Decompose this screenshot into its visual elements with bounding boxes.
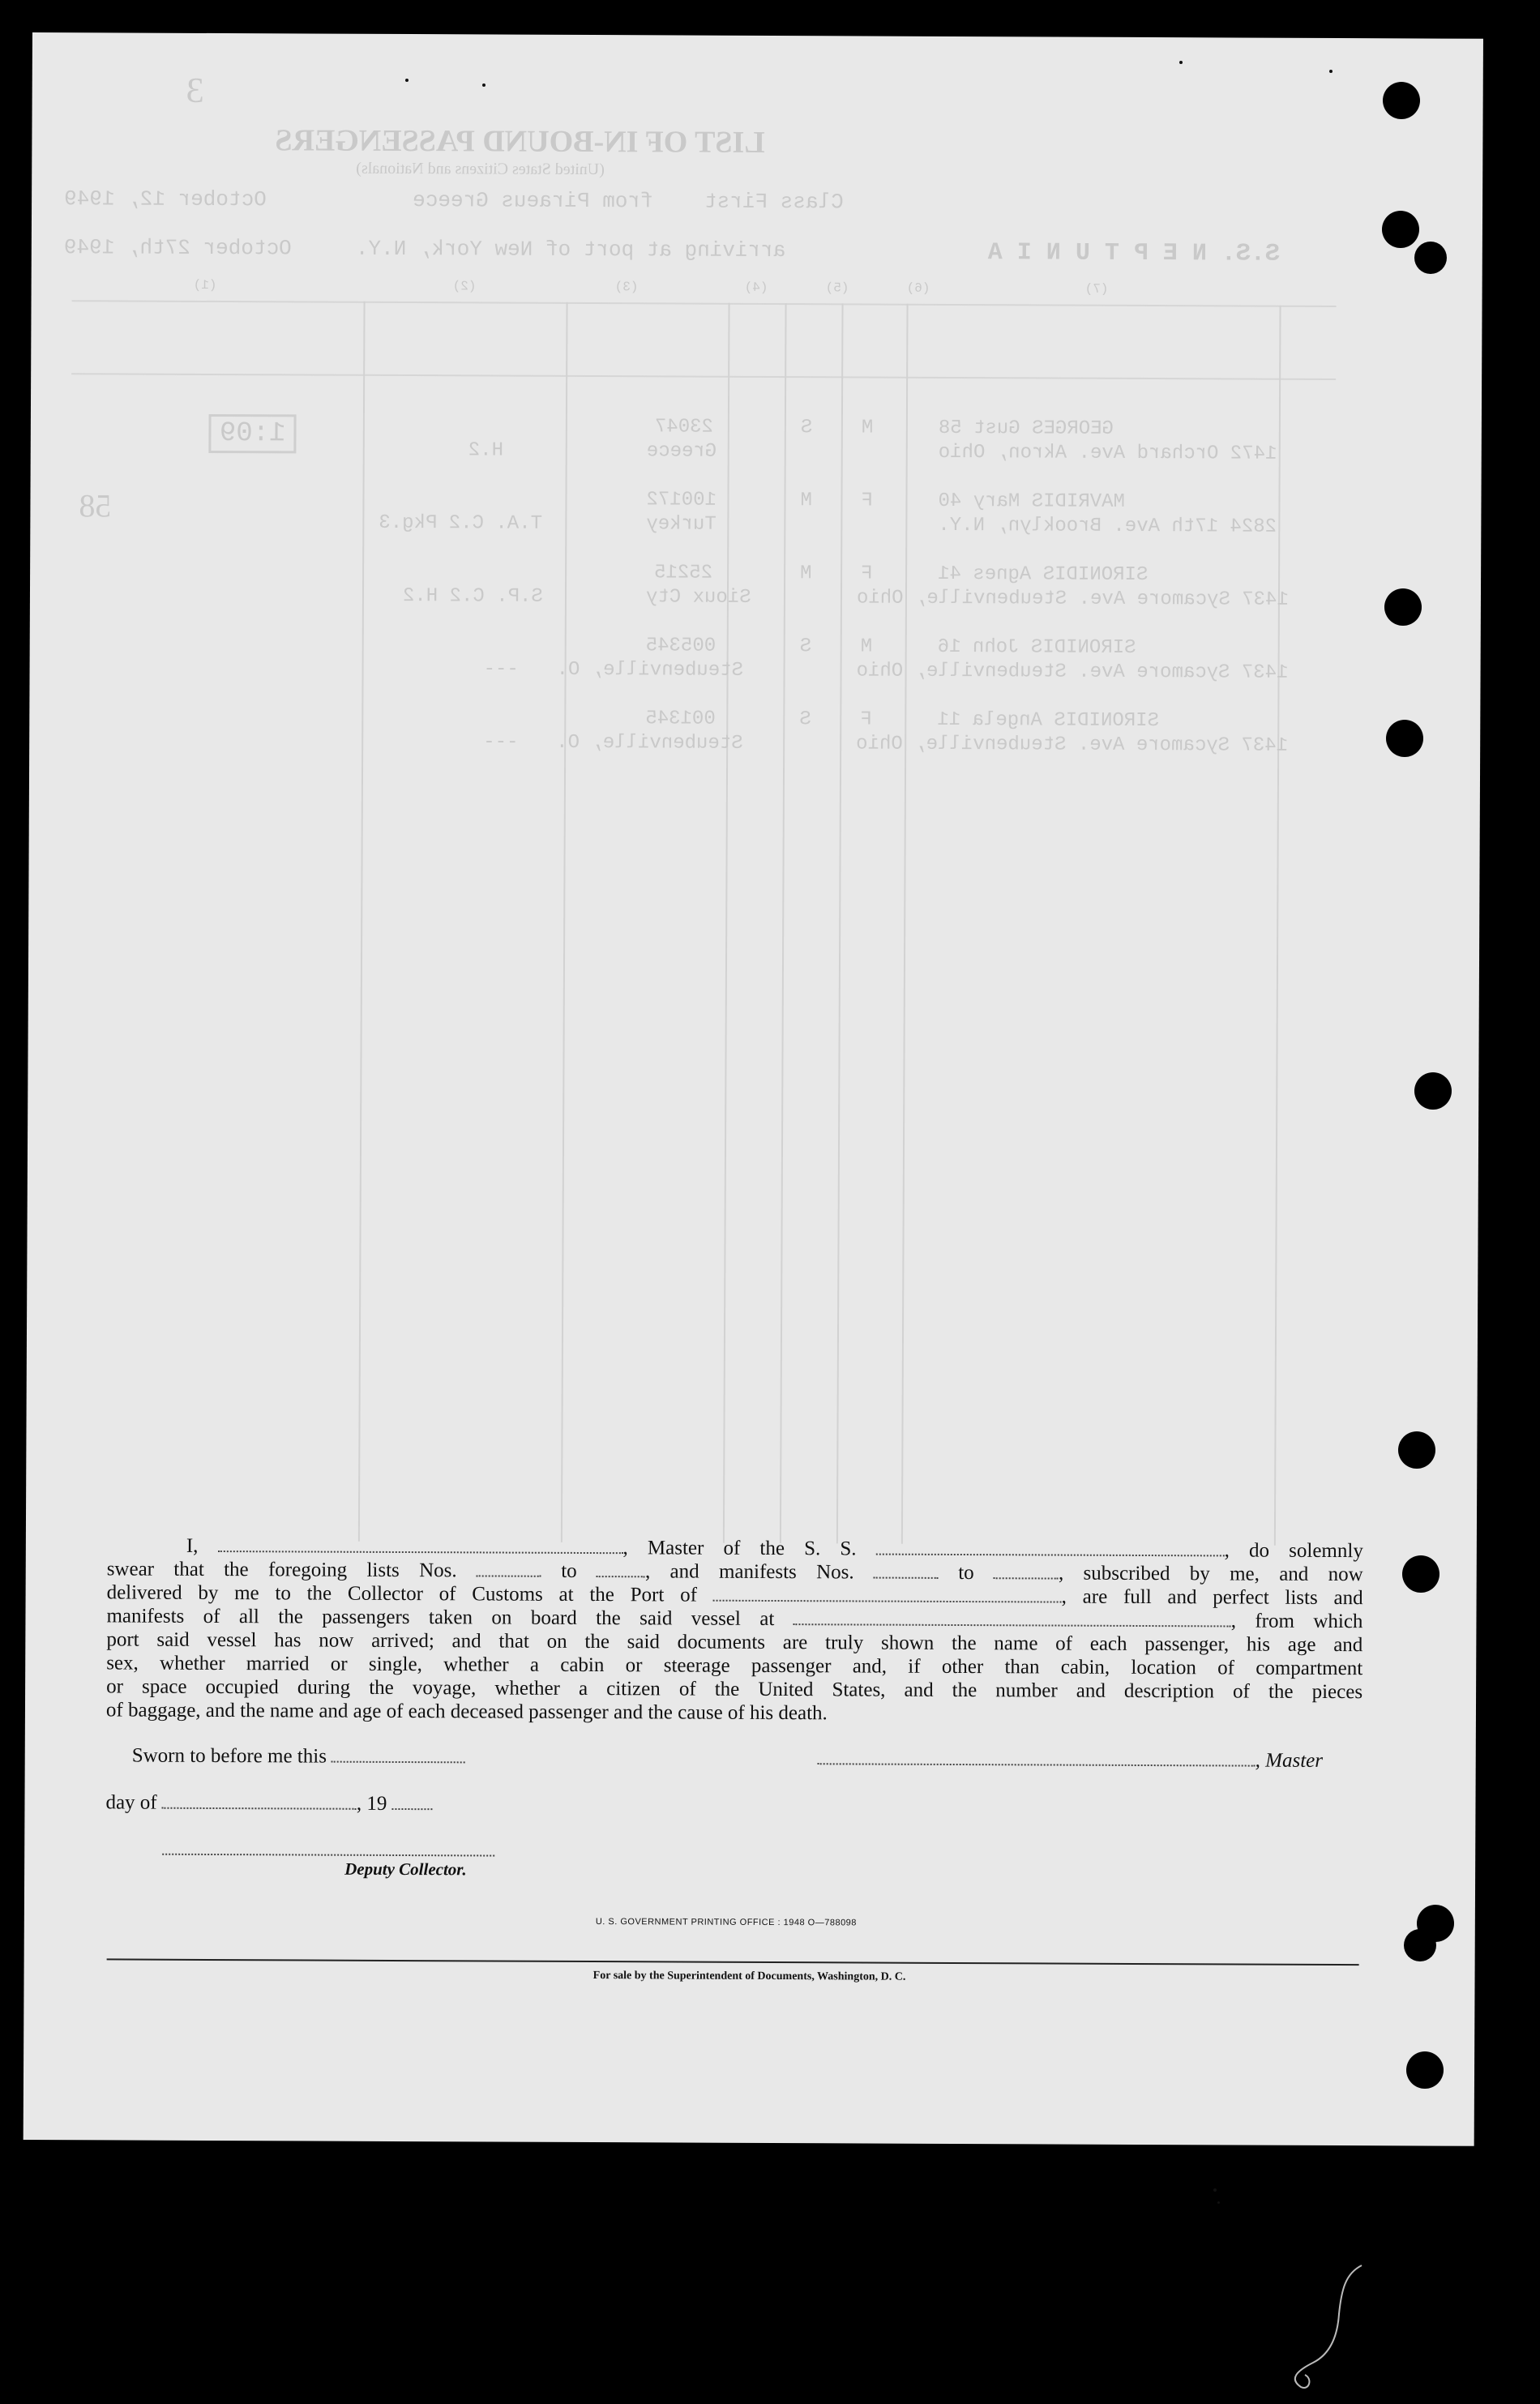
bleed-col-1: (1): [193, 277, 217, 293]
form-page: [24, 32, 1483, 2146]
bleed-row-5: SIRONIDIS Angela 11 1437 Sycamore Ave. Steubenville, Ohio F S 001345 Steubenville, O. ---: [483, 708, 1289, 757]
scratch-mark: [1264, 2257, 1386, 2395]
bleed-arrival: arriving at port of New York, N.Y.: [355, 236, 786, 263]
bleed-class: Class First: [704, 189, 844, 215]
punch-hole: [1402, 1555, 1439, 1593]
bleed-stamp: 1:09: [209, 414, 297, 453]
punch-hole: [1398, 1431, 1435, 1469]
punch-hole: [1383, 82, 1420, 119]
punch-hole: [1386, 720, 1423, 757]
oath-line-4: manifests of all the passengers taken on board the said vessel at , from which: [106, 1605, 1363, 1633]
bleed-form-subtitle: (United States Citizens and Nationals): [356, 159, 605, 179]
bleed-row-3: SIRONIDIS Agnes 41 1437 Sycamore Ave. Steubenville, Ohio F M 25215 Sioux Cty S.P. C.2 H.2: [402, 562, 1289, 611]
bleed-margin-number: 58: [79, 487, 112, 524]
printing-office-imprint: U. S. GOVERNMENT PRINTING OFFICE : 1948 O—788098: [595, 1917, 857, 1928]
oath-line-1: I, , Master of the S. S. , do solemnly: [186, 1534, 1363, 1563]
day-of-line: day of , 19: [105, 1791, 432, 1816]
bleed-row-1: GEORGES Gust 58 1472 Orchard Ave. Akron, Ohio M S 23047 Greece H.2: [468, 416, 1277, 465]
sworn-line: Sworn to before me this: [132, 1745, 466, 1769]
deputy-collector-label: Deputy Collector.: [344, 1859, 467, 1880]
oath-paragraph: [106, 1534, 1363, 1727]
oath-line-6: sex, whether married or single, whether a cabin or steerage passenger and, if other than cabin, location of compartment: [106, 1652, 1363, 1680]
bleed-col-6: (6): [906, 280, 930, 296]
footer-rule: [107, 1958, 1359, 1966]
bleed-form-title: LIST OF IN-BOUND PASSENGERS: [275, 123, 765, 160]
master-signature-line: , Master: [818, 1747, 1323, 1773]
bleed-col-2: (2): [452, 279, 477, 294]
punch-hole: [1382, 211, 1419, 248]
bleed-arrival-date: October 27th, 1949: [63, 235, 292, 261]
bleed-row-2: MAVRIDIS Mary 40 2824 17th Ave. Brooklyn, N.Y. F M 100172 Turkey T.A. C.2 Pkg.3: [379, 489, 1277, 538]
punch-hole: [1414, 242, 1447, 274]
bleed-date-sailed: October 12, 1949: [64, 186, 267, 212]
bleed-from-port: from Piraeus Greece: [413, 188, 653, 214]
bleed-col-4: (4): [744, 280, 768, 295]
deputy-collector-rule: [162, 1854, 494, 1857]
bleed-page-mark: 3: [186, 70, 204, 110]
bleed-row-4: SIRONIDIS John 16 1437 Sycamore Ave. Steubenville, Ohio M S 005345 Steubenville, O. ---: [483, 635, 1289, 684]
oath-line-3: delivered by me to the Collector of Customs at the Port of , are full and perfect lists and: [106, 1581, 1363, 1610]
footer-imprint: For sale by the Superintendent of Documents, Washington, D. C.: [592, 1970, 906, 1983]
bleed-col-7: (7): [1084, 281, 1109, 297]
oath-line-7: or space occupied during the voyage, whether a citizen of the United States, and the number and description of the pieces: [106, 1675, 1363, 1704]
bleed-vessel: S.S. N E P T U N I A: [987, 239, 1280, 268]
bleed-col-5: (5): [825, 280, 849, 296]
punch-hole: [1384, 588, 1422, 626]
oath-line-5: port said vessel has now arrived; and that on the said documents are truly shown the name of each passenger, his age and: [106, 1628, 1363, 1657]
oath-line-2: swear that the foregoing lists Nos. to , and manifests Nos. to , subscribed by me, and now: [106, 1558, 1363, 1586]
punch-hole: [1406, 2051, 1444, 2089]
punch-hole: [1414, 1072, 1452, 1110]
oath-line-8: of baggage, and the name and age of each deceased passenger and the cause of his death.: [105, 1699, 828, 1725]
punch-hole: [1404, 1929, 1436, 1961]
bleed-col-3: (3): [614, 280, 639, 295]
